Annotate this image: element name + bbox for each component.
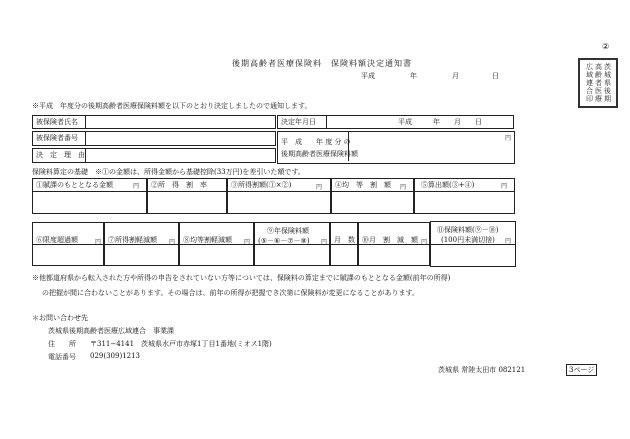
- contact-phone: 029(309)1213: [90, 352, 140, 360]
- seal-text: 茨城県後期高齢者医療広域連合印: [585, 63, 612, 103]
- annual-yen: 円: [504, 135, 511, 142]
- annual-premium-box: [277, 131, 515, 164]
- calculated-cell: [414, 178, 515, 214]
- annual-premium-unit: 円: [321, 239, 328, 246]
- income-levy-unit: 円: [316, 184, 323, 191]
- date-era: 平成: [361, 72, 375, 80]
- reason-label: 決 定 理 由: [36, 151, 85, 159]
- final-premium-sub: (100円未満切捨): [441, 236, 495, 244]
- income-base-label: ①賦課のもととなる金額: [36, 181, 113, 189]
- basis-note: 保険料算定の基礎 ※①の金額は、所得金額から基礎控除(33万円)を差引いた額です。: [32, 168, 305, 176]
- annual-premium-label: ⑨年保険料額: [267, 227, 309, 235]
- footer-page: 3ページ: [566, 364, 597, 376]
- decision-date-value: 平成 年 月 日: [398, 118, 482, 126]
- document-title: 後期高齢者医療保険料 保険料額決定通知書: [232, 59, 412, 68]
- per-capita-cell: [331, 178, 414, 214]
- reason-row: [32, 148, 276, 163]
- note-line-1: ※他都道府県から転入された方や所得の申告をされていない方等については、保険料の算定までに賦課のもととなる金額(前年の所得): [32, 274, 451, 282]
- income-base-cell: [32, 178, 147, 214]
- per-capita-label: ④均 等 割 額: [335, 181, 391, 189]
- income-rate-label: ②所 得 割 率: [151, 181, 207, 189]
- income-levy-cell: [227, 178, 331, 214]
- contact-phone-label: 電話番号: [48, 353, 76, 361]
- income-base-unit: 円: [133, 183, 140, 190]
- monthly-reduction-label: ⑩月 割 減 額: [362, 236, 418, 244]
- income-reduction-unit: 円: [169, 239, 176, 246]
- official-seal: [578, 58, 618, 108]
- income-reduction-label: ⑦所得割軽減額: [108, 236, 157, 244]
- limit-excess-unit: 円: [95, 239, 102, 246]
- number-row: [32, 131, 276, 146]
- limit-excess-label: ⑥限度超過額: [36, 236, 78, 244]
- date-year: 年: [410, 72, 417, 80]
- contact-address-label: 住 所: [48, 340, 76, 348]
- date-month: 月: [452, 72, 459, 80]
- calculated-label: ⑤算出額(③+④): [421, 181, 475, 189]
- annual-label-1: 平 成 年 度 分 の: [281, 138, 351, 146]
- page-number: ②: [602, 42, 610, 51]
- number-label: 被保険者番号: [36, 134, 78, 142]
- months-label: 月 数: [334, 236, 355, 244]
- annual-label-2: 後期高齢者医療保険料額: [281, 150, 358, 158]
- income-rate-cell: [147, 178, 227, 214]
- calculated-unit: 円: [501, 183, 508, 190]
- note-line-2: の把握が間に合わないことがあります。その場合は、前年の所得が把握でき次第に保険料が変更になることがあります。: [42, 289, 419, 297]
- contact-heading: ＊お問い合わせ先: [32, 314, 88, 322]
- final-premium-unit: 円: [505, 238, 512, 245]
- name-row: [32, 115, 276, 129]
- income-levy-label: ③所得割額(①×②): [231, 181, 292, 189]
- annual-premium-sub: (⑤－⑥－⑦－⑧): [258, 237, 310, 245]
- contact-address: 〒311−4141 茨城県水戸市赤塚1丁目1番地(ミオス1階): [90, 340, 272, 348]
- per-capita-reduction-label: ⑧均等割軽減額: [183, 236, 232, 244]
- per-capita-reduction-unit: 円: [244, 239, 251, 246]
- monthly-reduction-unit: 円: [421, 239, 428, 246]
- contact-org: 茨城県後期高齢者医療広域連合 事業課: [48, 327, 174, 335]
- date-day: 日: [492, 72, 499, 80]
- decision-date-row: [277, 115, 514, 129]
- footer-source: 茨城県 常陸太田市 082121: [438, 366, 526, 374]
- final-premium-label: ⑪保険料額(⑨－⑩): [437, 226, 499, 234]
- decision-date-label: 決定年月日: [281, 118, 316, 126]
- name-label: 被保険者氏名: [36, 118, 78, 126]
- intro-text: ※平成 年度分の後期高齢者医療保険料額を以下のとおり決定しましたので通知します。: [32, 102, 312, 110]
- per-capita-unit: 円: [400, 184, 407, 191]
